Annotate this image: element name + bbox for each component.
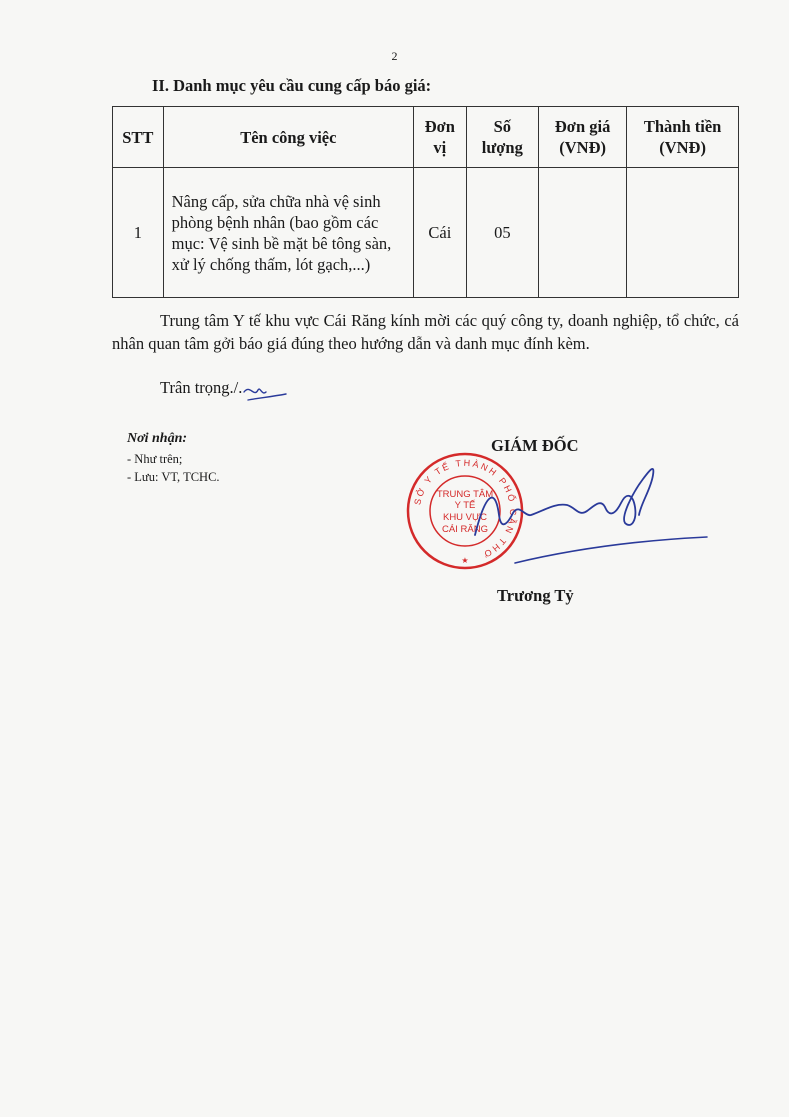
recipient-item: - Lưu: VT, TCHC. xyxy=(127,470,220,484)
header-task-name: Tên công việc xyxy=(163,107,413,168)
svg-text:Y TẾ: Y TẾ xyxy=(454,500,476,511)
signatory-name: Trương Tỷ xyxy=(497,586,574,605)
cell-unit-price xyxy=(539,168,627,298)
closing-line: Trân trọng./. xyxy=(160,378,243,397)
cell-quantity: 05 xyxy=(466,168,538,298)
table-row xyxy=(113,168,739,298)
table-header-row xyxy=(113,107,739,168)
cell-task-name: Nâng cấp, sửa chữa nhà vệ sinh phòng bệnh nhân (bao gồm các mục: Vệ sinh bề mặt bê tông sàn, xử lý chống thấm, lót gạch,...) xyxy=(163,168,413,298)
signatory-title: GIÁM ĐỐC xyxy=(491,436,579,455)
svg-text:CÁI RĂNG: CÁI RĂNG xyxy=(442,524,488,535)
header-unit-price: Đơn giá (VNĐ) xyxy=(539,107,627,168)
svg-text:KHU VỰC: KHU VỰC xyxy=(442,512,488,523)
cell-unit: Cái xyxy=(414,168,467,298)
cell-stt: 1 xyxy=(113,168,164,298)
handwritten-signature xyxy=(455,455,715,575)
invitation-paragraph: Trung tâm Y tế khu vực Cái Răng kính mời các quý công ty, doanh nghiệp, tổ chức, cá nhân quan tâm gởi báo giá đúng theo hướng dẫn và danh mục đính kèm. xyxy=(112,311,739,353)
header-unit: Đơn vị xyxy=(414,107,467,168)
header-quantity: Số lượng xyxy=(466,107,538,168)
stamp-star-icon: ★ xyxy=(461,556,469,565)
quote-request-table xyxy=(112,106,739,298)
cell-total xyxy=(627,168,739,298)
svg-text:TRUNG TÂM: TRUNG TÂM xyxy=(436,489,494,500)
header-stt: STT xyxy=(113,107,164,168)
initials-scribble xyxy=(240,380,288,404)
svg-text:SỞ Y TẾ THÀNH PHỐ CẦN THƠ: SỞ Y TẾ THÀNH PHỐ CẦN THƠ xyxy=(412,457,519,561)
recipient-item: - Như trên; xyxy=(127,452,183,466)
section-heading: II. Danh mục yêu cầu cung cấp báo giá: xyxy=(152,76,432,95)
header-total: Thành tiền (VNĐ) xyxy=(627,107,739,168)
page-number: 2 xyxy=(391,49,398,63)
recipients-title: Nơi nhận: xyxy=(127,431,188,446)
